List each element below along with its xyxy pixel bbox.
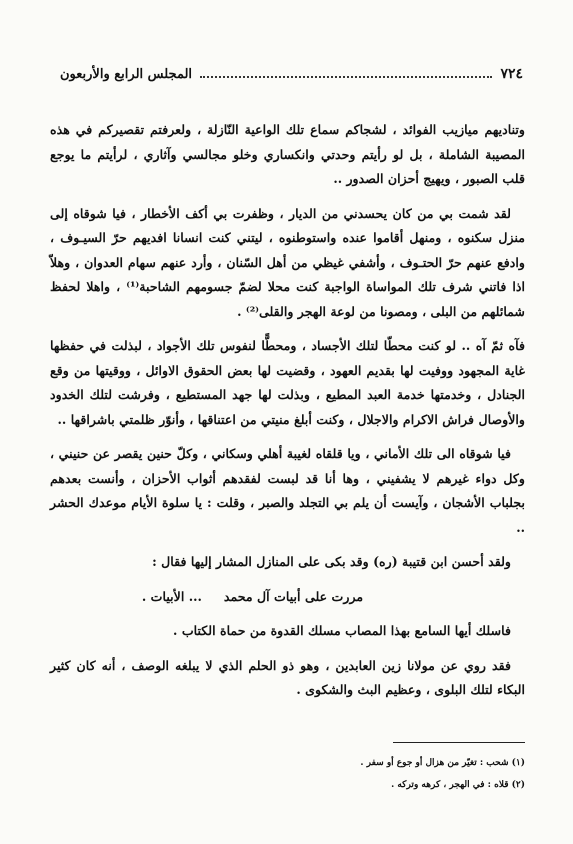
- poem-second-hemistich: ... الأبيات .: [141, 588, 202, 604]
- dotted-leader: [200, 70, 492, 78]
- footnote-divider: [393, 742, 525, 743]
- paragraph-6: فاسلك أيها السامع بهذا المصاب مسلك القدوة من حماة الكتاب .: [173, 623, 511, 638]
- paragraph-4: فيا شوقاه الى تلك الأماني ، ويا قلقاه لغيبة أهلي وسكاني ، وكلّ حنين يقصر عن حنيني ، وكل دواء غيرهم لا يشفيني ، وها أنا قد لبست لفقدهم أثواب الأحزان ، وأنست بعدهم بجلباب الأشجان ، وآيست أن يلم بي التجلد والصبر ، وقلت : يا سلوة الأيام موعدك الحشر ..: [50, 446, 525, 535]
- chapter-title: المجلس الرابع والأربعون: [60, 67, 193, 82]
- page-number: ٧٢٤: [500, 66, 523, 82]
- main-text: [50, 118, 525, 713]
- footnotes: [55, 752, 525, 796]
- running-header: [60, 66, 523, 82]
- poem-first-hemistich: مررت على أبيات آل محمد: [223, 588, 364, 604]
- paragraph-7: فقد روي عن مولانا زين العابدين ، وهو ذو الحلم الذي لا يبلغه الوصف ، أنه كان كثير البكاء لتلك البلوى ، وعظيم البث والشكوى .: [50, 657, 525, 697]
- paragraph-2: لقد شمت بي من كان يحسدني من الديار ، وظفرت بي أكف الأخطار ، فيا شوقاه إلى منزل سكنوه ، ومنهل أقاموا عنده واستوطنوه ، ليتني كنت انسانا افديهم حرّ السيـوف ، وادفع عنهم حرّ الحتـوف ، وأشفي غيظي من أهل السّنان ، وأرد عنهم سهام العدوان ، وهلاّ اذا فاتني شرف تلك المواساة الواجبة كنت محلا لضمّ جسومهم الشاحبة⁽¹⁾ ، واهلا لحفظ شمائلهم من البلى ، ومصونا من لوعة الهجر والقلى⁽²⁾ .: [50, 205, 526, 319]
- footnote-1: (١) شحب : تغيّر من هزال أو جوع أو سفر .: [360, 758, 525, 768]
- paragraph-1: وتناديهم ميازيب الفوائد ، لشجاكم سماع تلك الواعية النّازلة ، ولعرفتم تقصيركم في هذه المصيبة الشاملة ، بل لو رأيتم وحدتي وانكساري وخلو مجالسي وآثاري ، لرأيتم ما يوجع قلب الصبور ، ويهيج أحزان الصدور ..: [50, 122, 525, 186]
- footnote-2: (٢) قلاه : في الهجر ، كرهه وتركه .: [391, 780, 525, 790]
- poem-verse: [50, 585, 525, 610]
- paragraph-5: ولقد أحسن ابن قتيبة (ره) وقد بكى على المنازل المشار إليها فقال :: [152, 554, 511, 569]
- paragraph-3: فآه ثمّ آه .. لو كنت محطّا لتلك الأجساد ، ومحطًّا لنفوس تلك الأجواد ، لبذلت في حفظها غاية المجهود ووفيت لها بقديم العهود ، وقضيت لها بعض الحقوق الاوائل ، ووقيتها من وقع الجنادل ، وخدمتها خدمة العبد المطيع ، وبذلت لها جهد المستطيع ، وفرشت لتلك الخدود والأوصال فراش الاكرام والاجلال ، وكنت أبلغ منيتي من اعتناقها ، وأنوّر ظلمتي باشراقها ..: [50, 338, 525, 427]
